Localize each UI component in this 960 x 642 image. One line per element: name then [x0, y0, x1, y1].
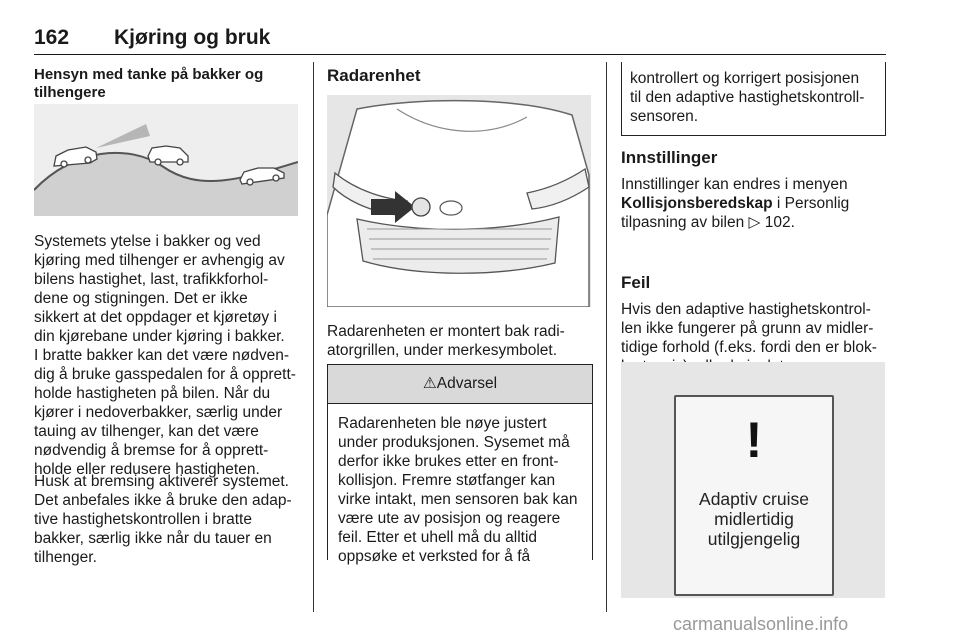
text-line: kjører i nedoverbakker, særlig under [34, 404, 283, 421]
text-line: Innstillinger kan endres i menyen [621, 176, 848, 193]
paragraph [34, 472, 304, 567]
display-line: Adaptiv cruise [699, 489, 809, 509]
text-line: under produksjonen. Sysemet må [338, 434, 570, 451]
text-line: tive hastighetskontrollen i bratte [34, 511, 252, 528]
text-line: til den adaptive hastighetskontroll- [630, 89, 865, 106]
text-line: din kjørebane under kjøring i bakker. [34, 328, 285, 345]
text-line: sensoren. [630, 108, 699, 125]
text-line: nødvendig å bremse for å opprett- [34, 442, 269, 459]
text-line: kontrollert og korrigert posisjonen [630, 70, 860, 87]
display-line: midlertidig [714, 509, 794, 529]
watermark: carmanualsonline.info [673, 614, 849, 634]
text-line: Radarenheten er montert bak radi- [327, 323, 565, 340]
settings-paragraph [621, 175, 891, 232]
text-line: Det anbefales ikke å bruke den adap- [34, 492, 292, 509]
page-reference: 102. [760, 214, 795, 231]
column-divider [313, 62, 314, 612]
hill-subheading [34, 66, 304, 102]
text-line: Hvis den adaptive hastighetskontrol- [621, 301, 871, 318]
text-line: dig å bruke gasspedalen for å opprett- [34, 366, 296, 383]
text-line: tauing av tilhenger, kan det være [34, 423, 259, 440]
settings-heading: Innstillinger [621, 148, 718, 167]
text-fragment: tilpasning av bilen [621, 214, 749, 231]
hill-illustration [34, 104, 298, 216]
page-number: 162 [34, 26, 70, 49]
text-line: bakker, særlig ikke når du tauer en [34, 530, 272, 547]
chapter-title: Kjøring og bruk [114, 26, 271, 49]
paragraph [34, 232, 304, 479]
text-line: holde hastigheten på bilen. Når du [34, 385, 271, 402]
section-heading: Radarenhet [327, 66, 421, 85]
text-line: Systemets ytelse i bakker og ved [34, 233, 261, 250]
driver-info-display [674, 395, 834, 596]
warning-box-continued [621, 62, 886, 136]
text-line: kjøring med tilhenger er avhengig av [34, 252, 285, 269]
display-message [676, 489, 832, 549]
text-line: I bratte bakker kan det være nødven- [34, 347, 290, 364]
text-line: sikkert at det oppdager et kjøretøy i [34, 309, 277, 326]
text-line: dene og stigningen. Det er ikke [34, 290, 248, 307]
paragraph [327, 322, 597, 360]
text-fragment: i Personlig [772, 195, 850, 212]
text-line: bilens hastighet, last, trafikkforhol- [34, 271, 269, 288]
subheading-line: Hensyn med tanke på bakker og [34, 66, 264, 83]
warning-icon: ⚠ [422, 375, 437, 392]
text-line: Husk at bremsing aktiverer systemet. [34, 473, 289, 490]
page-header [34, 22, 886, 55]
exclamation-icon: ! [745, 412, 763, 468]
text-line: kollisjon. Fremre støtfanger kan [338, 472, 556, 489]
triangle-right-icon: ▷ [748, 214, 761, 231]
text-line: være ute av posisjon og reagere [338, 510, 561, 527]
text-line: len ikke fungerer på grunn av midler- [621, 320, 874, 337]
text-line: tilhenger. [34, 549, 97, 566]
fault-heading: Feil [621, 273, 651, 292]
subheading-line: tilhengere [34, 84, 106, 101]
text-line: Radarenheten ble nøye justert [338, 415, 547, 432]
text-line: virke intakt, men sensoren bak kan [338, 491, 578, 508]
radar-illustration [327, 95, 591, 307]
warning-box [327, 364, 593, 565]
column-divider [606, 62, 607, 612]
menu-name: Kollisjonsberedskap [621, 195, 773, 212]
text-line: oppsøke et verksted for å få [338, 548, 531, 565]
warning-title: Advarsel [436, 375, 498, 392]
display-line: utilgjengelig [707, 529, 801, 549]
text-line: feil. Etter et uhell må du alltid [338, 529, 538, 546]
text-line: holde eller redusere hastigheten. [34, 461, 260, 478]
text-line: derfor ikke brukes etter en front- [338, 453, 559, 470]
warning-header [328, 364, 592, 404]
text-line: atorgrillen, under merkesymbolet. [327, 342, 558, 359]
text-line: tidige forhold (f.eks. fordi den er blok- [621, 339, 877, 356]
